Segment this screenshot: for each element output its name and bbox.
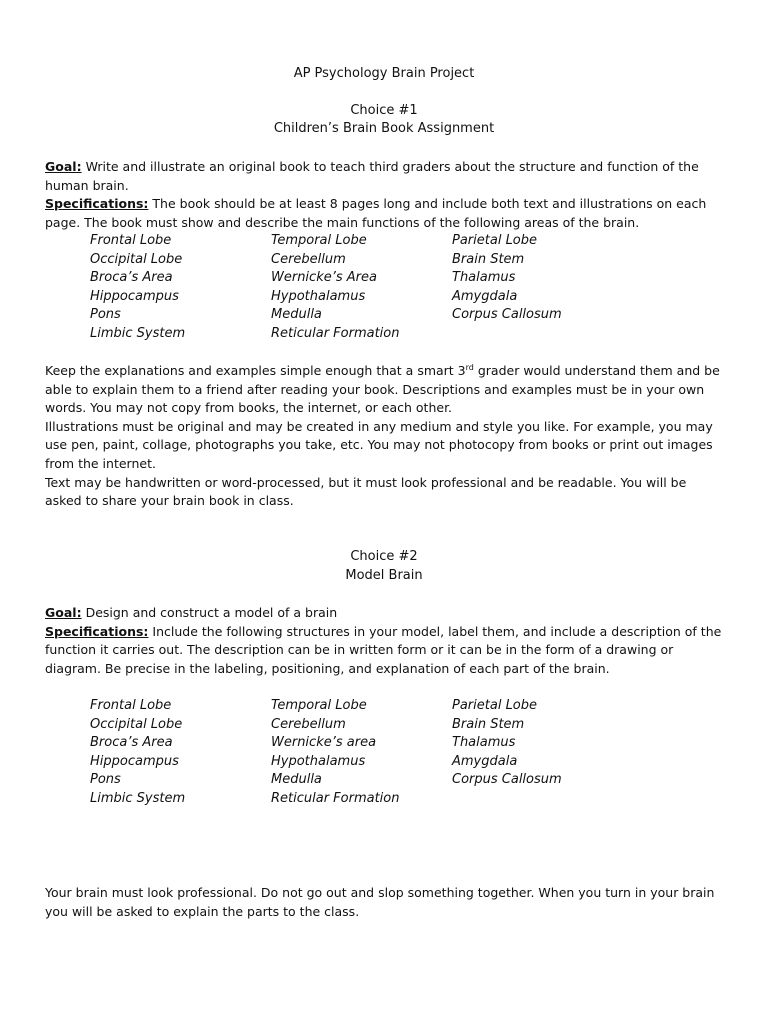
brain-area: Hippocampus xyxy=(90,288,179,304)
text-format-paragraph: Text may be handwritten or word-processed, but it must look professional and be readable. You will be asked to share your brain book in class. xyxy=(45,474,687,509)
brain-area: Hippocampus xyxy=(90,753,179,769)
illustrations-paragraph: Illustrations must be original and may be created in any medium and style you like. For example, you may use pen, paint, collage, photographs you take, etc. You may not photocopy from books or print out images from the internet. xyxy=(45,418,713,471)
brain-area: Brain Stem xyxy=(452,716,525,732)
areas-row xyxy=(90,325,650,344)
brain-area: Pons xyxy=(90,307,121,323)
brain-area: Temporal Lobe xyxy=(271,233,367,248)
brain-area: Limbic System xyxy=(90,325,186,341)
areas-row xyxy=(90,771,650,790)
brain-area: Medulla xyxy=(271,307,322,323)
instructions-paragraph xyxy=(45,362,725,418)
brain-area xyxy=(452,790,633,809)
areas-row xyxy=(90,232,650,251)
brain-area: Wernicke’s Area xyxy=(271,270,377,286)
choice1-brain-areas-list xyxy=(90,232,650,344)
areas-row xyxy=(90,716,650,735)
choice1-subheading: Children’s Brain Book Assignment xyxy=(273,121,495,136)
goal-text: Design and construct a model of a brain xyxy=(85,605,338,620)
choice1-goal xyxy=(45,158,725,232)
brain-area: Brain Stem xyxy=(452,251,525,267)
goal-label: Goal: xyxy=(45,159,82,174)
choice2-closing xyxy=(45,884,725,921)
brain-area xyxy=(452,325,633,344)
choice2-brain-areas-list xyxy=(90,697,650,809)
choice1-heading: Choice #1 xyxy=(350,103,418,118)
specifications-text: Include the following structures in your model, label them, and include a description of the function it carries out. The description can be in written form or it can be in the form of a drawing or diagram. Be precise in the labeling, positioning, and explanation of each part of the brain. xyxy=(45,623,722,676)
brain-area: Thalamus xyxy=(452,270,516,286)
brain-area: Thalamus xyxy=(452,735,516,751)
brain-area: Hypothalamus xyxy=(271,753,366,769)
areas-row xyxy=(90,288,650,307)
brain-area: Amygdala xyxy=(452,288,518,304)
brain-area: Reticular Formation xyxy=(271,325,400,341)
brain-area: Cerebellum xyxy=(271,251,346,267)
areas-row xyxy=(90,790,650,809)
brain-area: Frontal Lobe xyxy=(90,698,172,713)
choice2-subheading: Model Brain xyxy=(345,568,423,583)
choice2-heading: Choice #2 xyxy=(350,549,418,564)
brain-area: Corpus Callosum xyxy=(452,772,562,788)
brain-area: Parietal Lobe xyxy=(452,698,538,713)
brain-area: Pons xyxy=(90,772,121,788)
brain-area: Frontal Lobe xyxy=(90,233,172,248)
brain-area: Broca’s Area xyxy=(90,270,173,286)
brain-area: Wernicke’s area xyxy=(271,735,377,751)
areas-row xyxy=(90,251,650,270)
goal-text: Write and illustrate an original book to teach third graders about the structure and function of the human brain. xyxy=(45,159,699,193)
brain-area: Amygdala xyxy=(452,753,518,769)
areas-row xyxy=(90,269,650,288)
areas-row xyxy=(90,734,650,753)
areas-row xyxy=(90,306,650,325)
choice2-goal xyxy=(45,604,725,678)
choice1-instructions xyxy=(45,362,725,511)
brain-area: Corpus Callosum xyxy=(452,307,562,323)
areas-row xyxy=(90,753,650,772)
brain-area: Occipital Lobe xyxy=(90,251,183,267)
areas-row xyxy=(90,697,650,716)
brain-area: Parietal Lobe xyxy=(452,233,538,248)
brain-area: Cerebellum xyxy=(271,716,346,732)
specifications-label: Specifications: xyxy=(45,623,149,639)
goal-label: Goal: xyxy=(45,605,82,620)
brain-area: Limbic System xyxy=(90,790,186,806)
brain-area: Broca’s Area xyxy=(90,735,173,751)
brain-area: Reticular Formation xyxy=(271,790,400,806)
instructions-text: Keep the explanations and examples simple enough that a smart 3 xyxy=(45,363,466,378)
brain-area: Occipital Lobe xyxy=(90,716,183,732)
specifications-text: The book should be at least 8 pages long and include both text and illustrations on each page. The book must show and describe the main functions of the following areas of the brain. xyxy=(45,196,707,230)
brain-area: Medulla xyxy=(271,772,322,788)
specifications-label: Specifications: xyxy=(45,196,149,212)
ordinal-suffix: rd xyxy=(465,362,474,372)
brain-area: Temporal Lobe xyxy=(271,698,367,713)
instructions-text: grader would understand them and be able to explain them to a friend after reading your book. Descriptions and examples must be in your own words. You may not copy from books, the internet, or each other. xyxy=(45,363,720,416)
brain-area: Hypothalamus xyxy=(271,288,366,304)
closing-paragraph: Your brain must look professional. Do not go out and slop something together. When you turn in your brain you will be asked to explain the parts to the class. xyxy=(45,885,715,919)
document-title: AP Psychology Brain Project xyxy=(293,66,475,81)
